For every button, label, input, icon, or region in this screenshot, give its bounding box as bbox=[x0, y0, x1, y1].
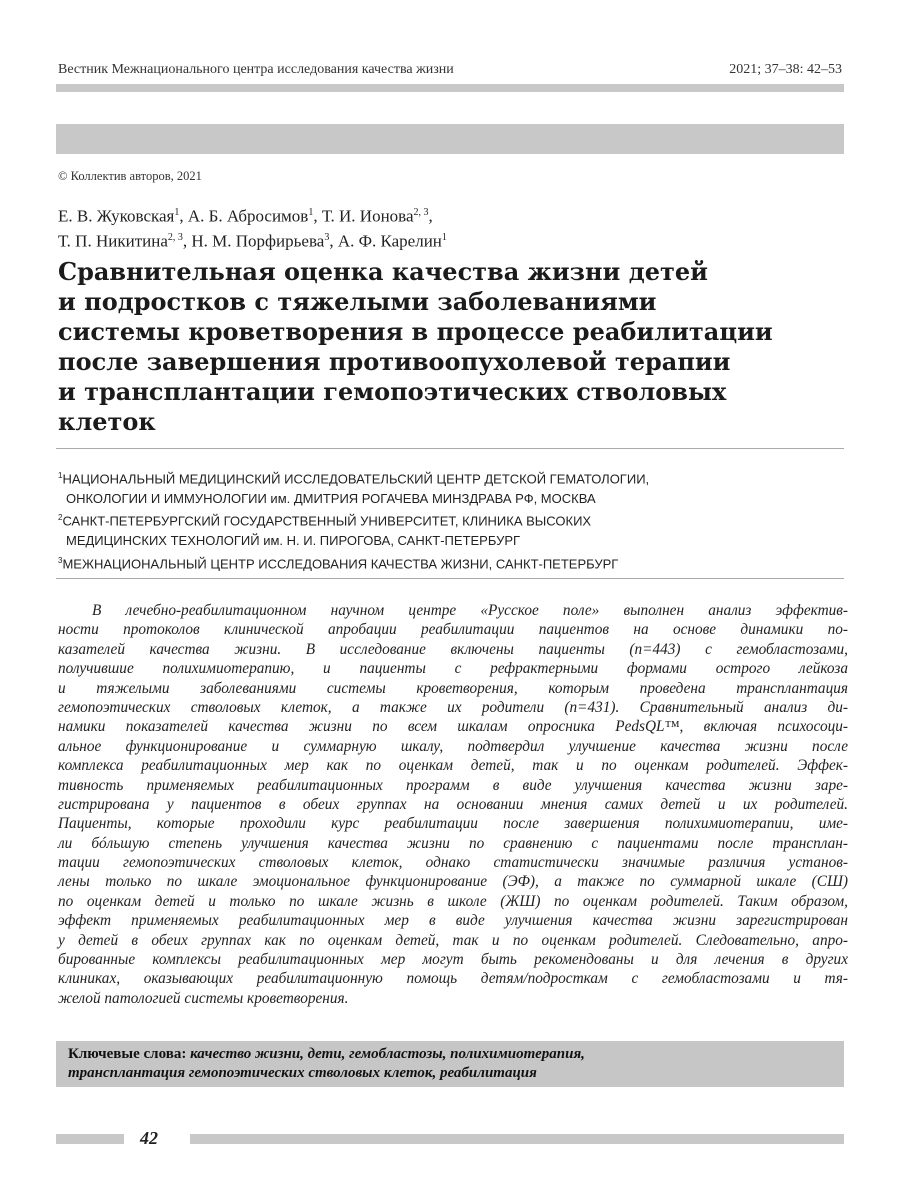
author-affiliation: 3 bbox=[324, 231, 330, 243]
abstract-line: получившие полихимиотерапию, и пациенты с рефрактерными формами острого лейкоза bbox=[58, 660, 848, 678]
abstract-line: бированные комплексы реабилитационных мер могут быть рекомендованы и для лечения в других bbox=[58, 951, 848, 969]
footer-bar bbox=[56, 1134, 124, 1144]
title-line: клеток bbox=[58, 407, 156, 436]
author-name: Т. И. Ионова bbox=[321, 206, 414, 226]
author-name: Е. В. Жуковская bbox=[58, 206, 175, 226]
title-line: и трансплантации гемопоэтических стволовых bbox=[58, 377, 727, 406]
abstract-line: гемопоэтических стволовых клеток, а также их родители (n=431). Сравнительный анализ ди- bbox=[58, 698, 848, 716]
title-line: и подростков с тяжелыми заболеваниями bbox=[58, 287, 657, 316]
copyright: © Коллектив авторов, 2021 bbox=[58, 169, 202, 183]
affiliations bbox=[58, 466, 848, 573]
issue-pages: 2021; 37–38: 42–53 bbox=[729, 62, 842, 77]
article-title bbox=[58, 257, 848, 437]
author-affiliation: 2, 3 bbox=[167, 231, 183, 243]
title-line: системы кроветворения в процессе реабилитации bbox=[58, 317, 773, 346]
abstract-line: В лечебно-реабилитационном научном центре «Русское поле» выполнен анализ эффектив- bbox=[92, 602, 848, 619]
keywords-text: трансплантация гемопоэтических стволовых клеток, реабилитация bbox=[68, 1065, 537, 1081]
running-head bbox=[58, 62, 842, 78]
abstract-line: казателей качества жизни. В исследование включены пациенты (n=443) с гемобластозами, bbox=[58, 640, 848, 658]
title-line: после завершения противоопухолевой терапии bbox=[58, 347, 731, 376]
abstract-line: тивность применяемых реабилитационных программ в виде улучшения качества жизни заре- bbox=[58, 776, 848, 794]
author-name: А. Б. Абросимов bbox=[187, 206, 309, 226]
journal-title: Вестник Межнационального центра исследования качества жизни bbox=[58, 62, 454, 77]
affiliation-item-cont: МЕДИЦИНСКИХ ТЕХНОЛОГИЙ им. Н. И. ПИРОГОВА, САНКТ-ПЕТЕРБУРГ bbox=[66, 533, 521, 549]
affiliation-item: $^3$МЕЖНАЦИОНАЛЬНЫЙ ЦЕНТР ИССЛЕДОВАНИЯ КАЧЕСТВА ЖИЗНИ, САНКТ-ПЕТЕРБУРГ bbox=[58, 555, 619, 571]
divider bbox=[56, 448, 844, 449]
abstract-line: гистрирована у пациентов в обеих группах на основании мнения самих детей и их родителей. bbox=[58, 795, 848, 813]
abstract-line: тации гемопоэтических стволовых клеток, однако статистически значимые различия установ- bbox=[58, 854, 848, 872]
footer-bar bbox=[190, 1134, 844, 1144]
author-affiliation: 2, 3 bbox=[413, 207, 429, 218]
author-list: Е. В. Жуковская$^1$, А. Б. Абросимов$^1$, Т. И. Ионова$^{2, 3}$, Т. П. Никитина$^{2, 3}$, Н. М. Порфирьева$^3$, А. Ф. Карелин$^1$ bbox=[58, 206, 447, 251]
affiliation-item: $^2$САНКТ-ПЕТЕРБУРГСКИЙ ГОСУДАРСТВЕННЫЙ УНИВЕРСИТЕТ, КЛИНИКА ВЫСОКИХ bbox=[58, 513, 592, 529]
title-line: Сравнительная оценка качества жизни детей bbox=[58, 257, 708, 286]
abstract-line: по оценкам детей и только по шкале жизнь в школе (ЖШ) по оценкам родителей. Таким образом, bbox=[58, 892, 848, 910]
abstract-line: комплекса реабилитационных мер как по оценкам детей, так и по оценкам родителей. Эффек- bbox=[58, 757, 848, 775]
abstract-line: намики показателей качества жизни по всем шкалам опросника PedsQL™, включая психосоци- bbox=[58, 718, 848, 736]
author-name: Т. П. Никитина bbox=[58, 231, 168, 251]
abstract-line: лены только по шкале эмоциональное функционирование (ЭФ), а также по суммарной шкале (СШ) bbox=[58, 873, 848, 891]
abstract-line: эффект применяемых реабилитационных мер в виде улучшения качества жизни зарегистрирован bbox=[58, 912, 848, 930]
abstract-line: альное функционирование и суммарную шкалу, подтвердил улучшение качества жизни после bbox=[58, 737, 848, 755]
author-affiliation: 1 bbox=[308, 207, 314, 218]
abstract-line: у детей в обеих группах как по оценкам детей, так и по оценкам родителей. Следовательно, апро- bbox=[58, 931, 848, 949]
abstract-line: ности протоколов клинической апробации реабилитации пациентов на основе динамики по- bbox=[58, 621, 848, 639]
abstract-line: клиниках, оказывающих реабилитационную помощь детям/подросткам с гемобластозами и тя- bbox=[58, 970, 848, 988]
page-number: 42 bbox=[140, 1128, 158, 1148]
abstract bbox=[58, 601, 848, 1008]
keywords-box bbox=[56, 1041, 844, 1087]
abstract-line: ли бóльшую степень улучшения качества жизни по сравнению с пациентами после трансплан- bbox=[58, 834, 848, 852]
author-affiliation: 1 bbox=[174, 207, 180, 218]
header-bar bbox=[56, 84, 844, 92]
author-name: Н. М. Порфирьева bbox=[191, 231, 325, 251]
author-affiliation: 1 bbox=[441, 231, 447, 243]
abstract-line: желой патологией системы кроветворения. bbox=[58, 989, 349, 1007]
affiliation-item-cont: ОНКОЛОГИИ И ИММУНОЛОГИИ им. ДМИТРИЯ РОГАЧЕВА МИНЗДРАВА РФ, МОСКВА bbox=[66, 490, 596, 506]
divider bbox=[56, 578, 844, 579]
abstract-line: и тяжелыми заболеваниями системы кроветворения, которым проведена трансплантация bbox=[58, 679, 848, 697]
abstract-line: Пациенты, которые проходили курс реабилитации после завершения полихимиотерапии, име- bbox=[58, 815, 848, 833]
author-name: А. Ф. Карелин bbox=[337, 231, 442, 251]
affiliation-item: $^1$НАЦИОНАЛЬНЫЙ МЕДИЦИНСКИЙ ИССЛЕДОВАТЕЛЬСКИЙ ЦЕНТР ДЕТСКОЙ ГЕМАТОЛОГИИ, bbox=[58, 471, 650, 487]
keywords-text: качество жизни, дети, гемобластозы, полихимиотерапия, bbox=[190, 1046, 585, 1062]
keywords-label: Ключевые слова: bbox=[68, 1046, 187, 1062]
section-band bbox=[56, 124, 844, 154]
